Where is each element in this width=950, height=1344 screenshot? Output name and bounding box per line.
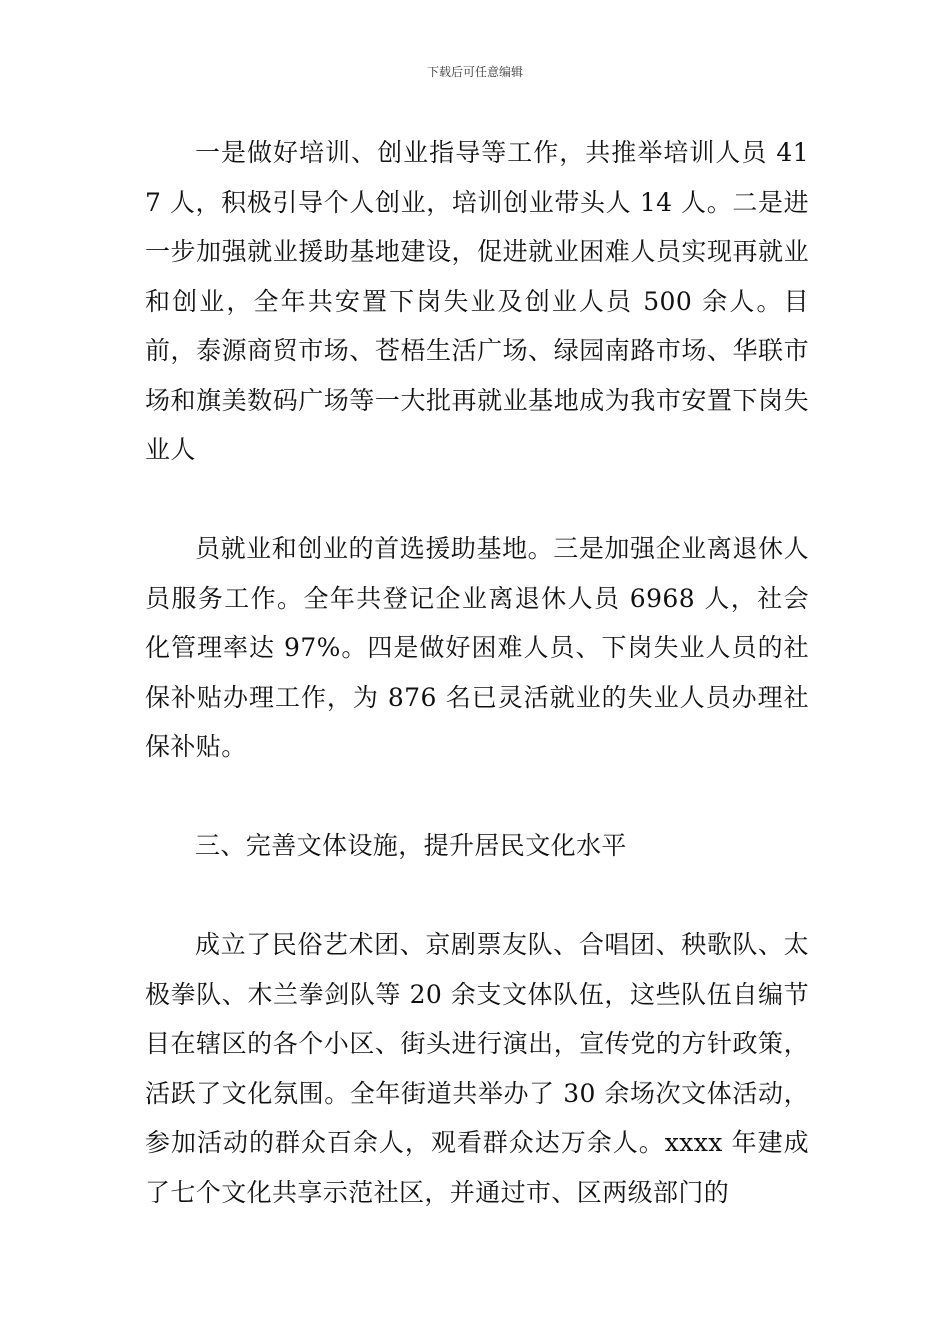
section-heading: 三、完善文体设施，提升居民文化水平 <box>195 831 627 860</box>
paragraph-gap <box>145 475 809 525</box>
paragraph-gap <box>145 772 809 822</box>
paragraph-retirees-subsidy: 员就业和创业的首选援助基地。三是加强企业离退休人员服务工作。全年共登记企业离退休人员 6968 人，社会化管理率达 97%。四是做好困难人员、下岗失业人员的社保补贴办理工作，为 876 名已灵活就业的失业人员办理社保补贴。 <box>145 534 809 761</box>
page-header: 下载后可任意编辑 <box>426 65 523 79</box>
paragraph-gap <box>145 871 809 921</box>
paragraph-training-employment: 一是做好培训、创业指导等工作，共推举培训人员 417 人，积极引导个人创业，培训创业带头人 14 人。二是进一步加强就业援助基地建设，促进就业困难人员实现再就业和创业，全年共安置下岗失业及创业人员 500 余人。目前，泰源商贸市场、苍梧生活广场、绿园南路市场、华联市场和旗美数码广场等一大批再就业基地成为我市安置下岗失业人 <box>145 138 809 464</box>
paragraph-culture-teams: 成立了民俗艺术团、京剧票友队、合唱团、秧歌队、太极拳队、木兰拳剑队等 20 余支文体队伍，这些队伍自编节目在辖区的各个小区、街头进行演出，宣传党的方针政策，活跃了文化氛围。全年街道共举办了 30 余场次文体活动，参加活动的群众百余人，观看群众达万余人。xxxx 年建成了七个文化共享示范社区，并通过市、区两级部门的 <box>145 930 809 1207</box>
document-body <box>145 128 809 1217</box>
